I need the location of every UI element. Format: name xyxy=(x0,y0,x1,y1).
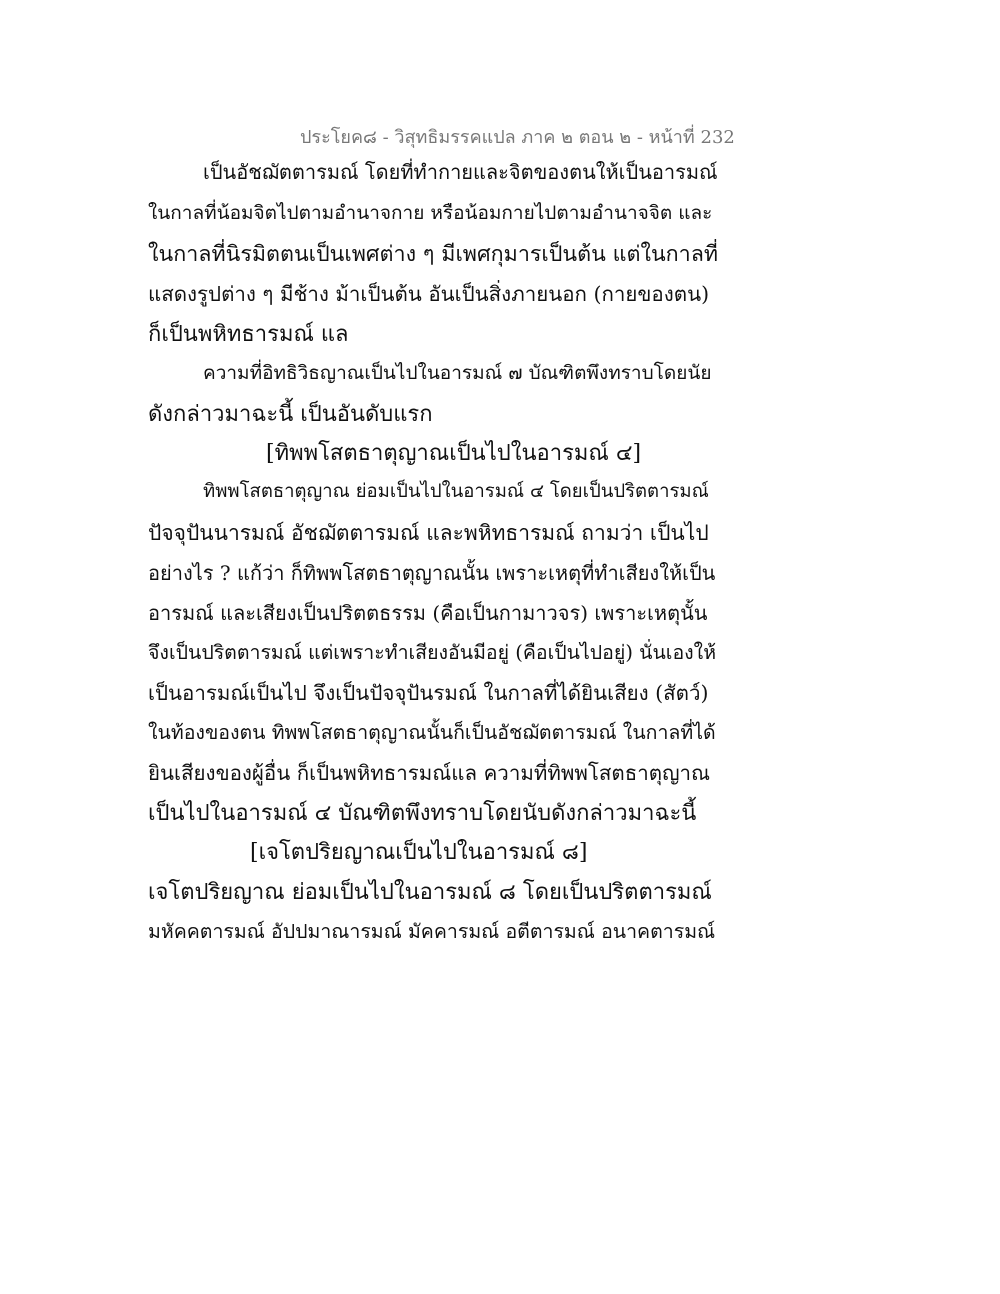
section-heading: [เจโตปริยญาณเป็นไปในอารมณ์ ๘] xyxy=(250,840,588,865)
text-line: ความที่อิทธิวิธญาณเป็นไปในอารมณ์ ๗ บัณฑิตพึงทราบโดยนัย xyxy=(203,362,712,384)
text-line: เป็นไปในอารมณ์ ๔ บัณฑิตพึงทราบโดยนับดังกล่าวมาฉะนี้ xyxy=(148,801,697,826)
text-line: เจโตปริยญาณ ย่อมเป็นไปในอารมณ์ ๘ โดยเป็นปริตตารมณ์ xyxy=(148,880,712,905)
text-line: ทิพพโสตธาตุญาณ ย่อมเป็นไปในอารมณ์ ๔ โดยเป็นปริตตารมณ์ xyxy=(203,481,709,502)
text-line: แสดงรูปต่าง ๆ มีช้าง ม้าเป็นต้น อันเป็นสิ่งภายนอก (กายของตน) xyxy=(148,282,710,306)
text-line: ในท้องของตน ทิพพโสตธาตุญาณนั้นก็เป็นอัชฌัตตารมณ์ ในกาลที่ได้ xyxy=(148,721,716,744)
text-line: อย่างไร ? แก้ว่า ก็ทิพพโสตธาตุญาณนั้น เพราะเหตุที่ทำเสียงให้เป็น xyxy=(148,561,716,585)
text-line: เป็นอัชฌัตตารมณ์ โดยที่ทำกายและจิตของตนให้เป็นอารมณ์ xyxy=(203,160,718,184)
text-line: ยินเสียงของผู้อื่น ก็เป็นพหิทธารมณ์แล ความที่ทิพพโสตธาตุญาณ xyxy=(148,761,711,785)
text-line: ก็เป็นพหิทธารมณ์ แล xyxy=(148,322,349,347)
text-line: ในกาลที่นิรมิตตนเป็นเพศต่าง ๆ มีเพศกุมารเป็นต้น แต่ในกาลที่ xyxy=(148,242,719,267)
text-line: มหัคคตารมณ์ อัปปมาณารมณ์ มัคคารมณ์ อตีตารมณ์ อนาคตารมณ์ xyxy=(148,920,716,943)
section-heading: [ทิพพโสตธาตุญาณเป็นไปในอารมณ์ ๔] xyxy=(266,441,642,466)
text-line: ปัจจุปันนารมณ์ อัชฌัตตารมณ์ และพหิทธารมณ์ ถามว่า เป็นไป xyxy=(148,521,709,545)
text-line: จึงเป็นปริตตารมณ์ แต่เพราะทำเสียงอันมีอยู่ (คือเป็นไปอยู่) นั่นเองให้ xyxy=(148,641,717,664)
text-line: ดังกล่าวมาฉะนี้ เป็นอันดับแรก xyxy=(148,402,433,427)
text-line: อารมณ์ และเสียงเป็นปริตตธรรม (คือเป็นกามาวจร) เพราะเหตุนั้น xyxy=(148,601,708,625)
text-line: เป็นอารมณ์เป็นไป จึงเป็นปัจจุปันรมณ์ ในกาลที่ได้ยินเสียง (สัตว์) xyxy=(148,681,709,705)
text-line: ในกาลที่น้อมจิตไปตามอำนาจกาย หรือน้อมกายไปตามอำนาจจิต และ xyxy=(148,202,713,224)
running-header: ประโยค๘ - วิสุทธิมรรคแปล ภาค ๒ ตอน ๒ - หน้าที่ 232 xyxy=(300,127,735,148)
